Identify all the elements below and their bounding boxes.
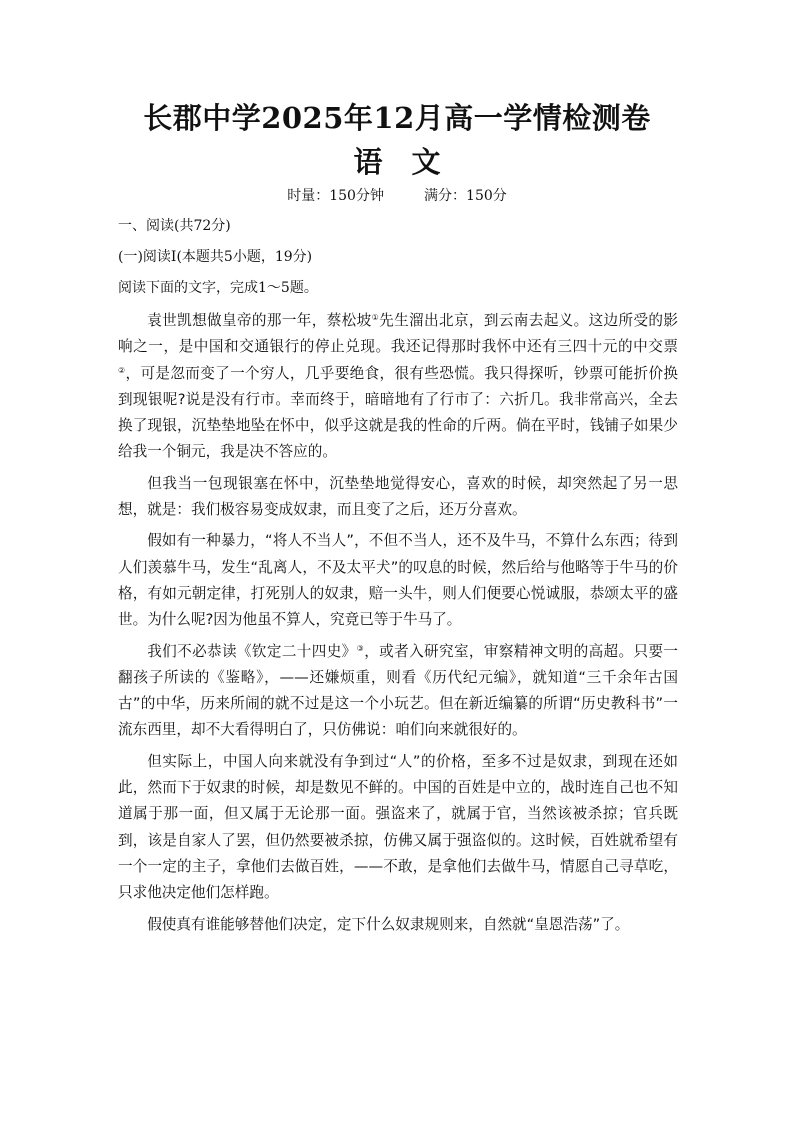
footnote-marker-1: ① [371, 313, 380, 322]
footnote-marker-3: ③ [356, 643, 365, 653]
sub-heading: (一)阅读I(本题共5小题，19分) [118, 249, 313, 265]
paragraph-1: 袁世凯想做皇帝的那一年，蔡松坡①先生溜出北京，到云南去起义。这边所受的影响之一，是中国和交通银行的停止兑现。我还记得那时我怀中还有三四十元的中交票②，可是忽而变了一个穷人，几乎要绝食，很有些恐慌。我只得探听，钞票可能折价换到现银呢?说是没有行市。幸而终于，暗暗地有了行市了：六折几。我非常高兴，全去换了现银，沉垫垫地坠在怀中，似乎这就是我的性命的斤两。倘在平时，钱铺子如果少给我一个铜元，我是决不答应的。 [118, 312, 678, 461]
paragraph-2: 但我当一包现银塞在怀中，沉垫垫地觉得安心，喜欢的时候，却突然起了另一思想，就是：我们极容易变成奴隶，而且变了之后，还万分喜欢。 [118, 474, 678, 519]
part-heading: 一、阅读(共72分) [118, 218, 231, 234]
exam-title: 长郡中学2025年12月高一学情检测卷 [143, 101, 651, 135]
time-label: 时量：150分钟 [287, 188, 384, 204]
paragraph-5: 但实际上，中国人向来就没有争到过“人”的价格，至多不过是奴隶，到现在还如此，然而下于奴隶的时候，却是数见不鲜的。中国的百姓是中立的，战时连自己也不知道属于那一面，但又属于无论那一面。强盗来了，就属于官，当然该被杀掠；官兵既到，该是自家人了罢，但仍然要被杀掠，仿佛又属于强盗似的。这时候，百姓就希望有一个一定的主子，拿他们去做百姓，——不敢，是拿他们去做牛马，情愿自己寻草吃，只求他决定他们怎样跑。 [118, 752, 678, 902]
instruction: 阅读下面的文字，完成1～5题。 [118, 280, 318, 296]
subject-title: 语 文 [353, 145, 441, 179]
reading-passage [118, 308, 678, 943]
paragraph-6: 假使真有谁能够替他们决定，定下什么奴隶规则来，自然就“皇恩浩荡”了。 [147, 915, 630, 933]
footnote-marker-2: ② [118, 365, 126, 375]
paragraph-4: 我们不必恭读《钦定二十四史》③，或者入研究室，审察精神文明的高超。只要一翻孩子所读的《鉴略》，——还嫌烦重，则看《历代纪元编》，就知道“三千余年古国古”的中华，历来所闹的就不过是这一个小玩艺。但在新近编纂的所谓“历史教科书”一流东西里，却不大看得明白了，只仿佛说：咱们向来就很好的。 [118, 642, 678, 739]
paragraph-3: 假如有一种暴力，“将人不当人”，不但不当人，还不及牛马，不算什么东西；待到人们羡慕牛马，发生“乱离人，不及太平犬”的叹息的时候，然后给与他略等于牛马的价格，有如元朝定律，打死别人的奴隶，赔一头牛，则人们便要心悦诚服，恭颂太平的盛世。为什么呢?因为他虽不算人，究竟已等于牛马了。 [118, 532, 678, 629]
exam-meta [0, 186, 794, 206]
score-label: 满分：150分 [424, 188, 507, 204]
